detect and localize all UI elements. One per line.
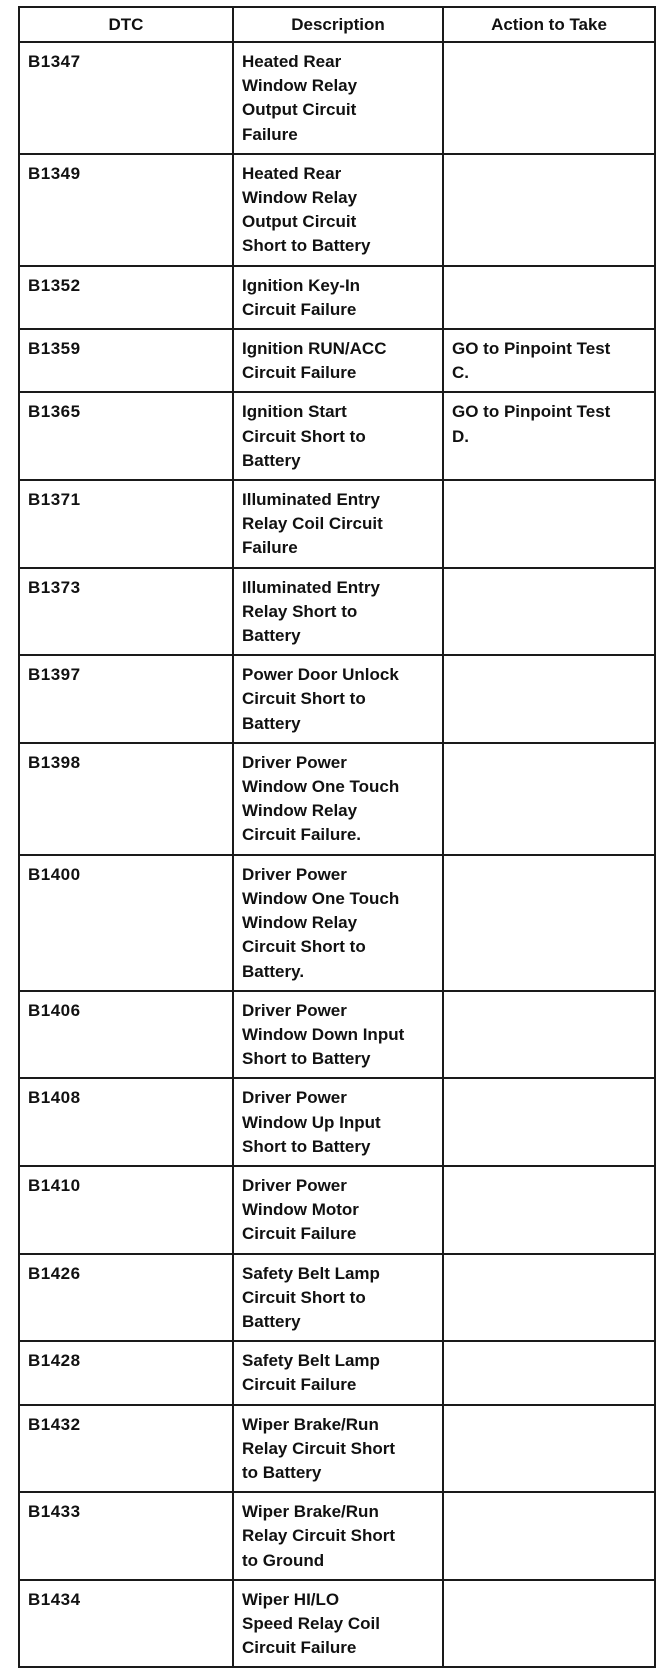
- description-cell: [233, 1405, 443, 1493]
- description-line: Relay Circuit Short: [242, 1438, 396, 1458]
- description-line: Heated Rear: [242, 163, 342, 183]
- dtc-code-cell: B1398: [19, 743, 233, 855]
- description-line: Battery: [242, 626, 301, 646]
- table-body: [19, 42, 655, 1667]
- description-line: Window One Touch: [242, 888, 400, 908]
- description-line: Driver Power: [242, 752, 347, 772]
- table-row: [19, 991, 655, 1079]
- action-line: GO to Pinpoint Test: [452, 339, 611, 359]
- description-line: Wiper Brake/Run: [242, 1502, 379, 1522]
- action-cell: [443, 266, 655, 329]
- table-row: [19, 1580, 655, 1668]
- description-line: Circuit Short to: [242, 689, 366, 709]
- description-line: Circuit Failure.: [242, 825, 362, 845]
- dtc-table-sheet: [18, 6, 654, 1668]
- description-cell: [233, 855, 443, 991]
- dtc-code-cell: B1365: [19, 392, 233, 480]
- description-line: Window Relay: [242, 913, 358, 933]
- table-row: [19, 655, 655, 743]
- description-line: Window Motor: [242, 1200, 359, 1220]
- table-row: [19, 1078, 655, 1166]
- dtc-code-cell: B1352: [19, 266, 233, 329]
- description-line: to Battery: [242, 1462, 322, 1482]
- description-line: Battery: [242, 713, 301, 733]
- action-line: GO to Pinpoint Test: [452, 402, 611, 422]
- description-line: Wiper HI/LO: [242, 1589, 340, 1609]
- description-line: Ignition Start: [242, 402, 347, 422]
- description-cell: [233, 1580, 443, 1668]
- dtc-code-cell: B1426: [19, 1254, 233, 1342]
- description-line: Safety Belt Lamp: [242, 1351, 380, 1371]
- description-line: Window Relay: [242, 188, 358, 208]
- description-line: Window One Touch: [242, 777, 400, 797]
- description-cell: [233, 655, 443, 743]
- dtc-code-cell: B1397: [19, 655, 233, 743]
- table-row: [19, 42, 655, 154]
- action-line: D.: [452, 426, 469, 446]
- dtc-code-cell: B1408: [19, 1078, 233, 1166]
- description-line: Window Down Input: [242, 1024, 405, 1044]
- description-cell: [233, 568, 443, 656]
- description-cell: [233, 1166, 443, 1254]
- action-cell: [443, 392, 655, 480]
- column-header-dtc: DTC: [19, 7, 233, 42]
- description-cell: [233, 1492, 443, 1580]
- table-row: [19, 1492, 655, 1580]
- dtc-code-cell: B1347: [19, 42, 233, 154]
- description-line: Circuit Failure: [242, 1224, 357, 1244]
- column-header-description: Description: [233, 7, 443, 42]
- description-line: Circuit Short to: [242, 426, 366, 446]
- table-row: [19, 1254, 655, 1342]
- description-line: Relay Circuit Short: [242, 1526, 396, 1546]
- dtc-code-cell: B1359: [19, 329, 233, 392]
- description-line: Driver Power: [242, 1175, 347, 1195]
- table-row: [19, 392, 655, 480]
- dtc-table: [18, 6, 656, 1668]
- table-row: [19, 266, 655, 329]
- description-cell: [233, 329, 443, 392]
- description-cell: [233, 1078, 443, 1166]
- description-line: Heated Rear: [242, 52, 342, 71]
- description-line: Ignition Key-In: [242, 275, 361, 295]
- action-cell: [443, 1254, 655, 1342]
- action-line: C.: [452, 363, 469, 383]
- dtc-code-cell: B1371: [19, 480, 233, 568]
- table-row: [19, 1166, 655, 1254]
- description-cell: [233, 1341, 443, 1404]
- column-header-action: Action to Take: [443, 7, 655, 42]
- description-cell: [233, 743, 443, 855]
- description-line: Speed Relay Coil: [242, 1613, 380, 1633]
- action-cell: [443, 568, 655, 656]
- dtc-code-cell: B1434: [19, 1580, 233, 1668]
- table-row: [19, 568, 655, 656]
- description-line: Failure: [242, 538, 298, 558]
- action-cell: [443, 480, 655, 568]
- description-line: Safety Belt Lamp: [242, 1263, 380, 1283]
- description-cell: [233, 392, 443, 480]
- dtc-code-cell: B1349: [19, 154, 233, 266]
- description-cell: [233, 154, 443, 266]
- table-row: [19, 329, 655, 392]
- description-line: Window Up Input: [242, 1112, 381, 1132]
- dtc-code-cell: B1433: [19, 1492, 233, 1580]
- description-cell: [233, 266, 443, 329]
- action-cell: [443, 1166, 655, 1254]
- description-line: Illuminated Entry: [242, 490, 380, 510]
- action-cell: [443, 154, 655, 266]
- action-cell: [443, 855, 655, 991]
- action-cell: [443, 1405, 655, 1493]
- action-cell: [443, 655, 655, 743]
- description-line: Battery: [242, 1311, 301, 1331]
- description-cell: [233, 1254, 443, 1342]
- description-cell: [233, 991, 443, 1079]
- description-line: Battery: [242, 450, 301, 470]
- description-line: Power Door Unlock: [242, 665, 399, 685]
- action-cell: [443, 991, 655, 1079]
- action-cell: [443, 1341, 655, 1404]
- description-line: Wiper Brake/Run: [242, 1414, 379, 1434]
- description-line: Circuit Failure: [242, 1638, 357, 1658]
- dtc-code-cell: B1373: [19, 568, 233, 656]
- description-line: Short to Battery: [242, 236, 371, 256]
- description-line: Window Relay: [242, 801, 358, 821]
- description-line: Relay Coil Circuit: [242, 514, 383, 534]
- description-line: Short to Battery: [242, 1049, 371, 1069]
- description-cell: [233, 42, 443, 154]
- table-row: [19, 855, 655, 991]
- description-line: Circuit Failure: [242, 363, 357, 383]
- description-line: Driver Power: [242, 1000, 347, 1020]
- description-cell: [233, 480, 443, 568]
- table-row: [19, 480, 655, 568]
- description-line: Driver Power: [242, 1088, 347, 1108]
- action-cell: [443, 1492, 655, 1580]
- description-line: Ignition RUN/ACC: [242, 339, 387, 359]
- table-row: [19, 1341, 655, 1404]
- description-line: Circuit Failure: [242, 1375, 357, 1395]
- action-cell: [443, 42, 655, 154]
- action-cell: [443, 743, 655, 855]
- description-line: Failure: [242, 124, 298, 144]
- description-line: Circuit Short to: [242, 937, 366, 957]
- action-cell: [443, 1078, 655, 1166]
- description-line: Driver Power: [242, 864, 347, 884]
- dtc-code-cell: B1410: [19, 1166, 233, 1254]
- description-line: Relay Short to: [242, 601, 358, 621]
- description-line: Circuit Short to: [242, 1287, 366, 1307]
- dtc-code-cell: B1428: [19, 1341, 233, 1404]
- description-line: Circuit Failure: [242, 299, 357, 319]
- description-line: to Ground: [242, 1550, 325, 1570]
- description-line: Short to Battery: [242, 1136, 371, 1156]
- dtc-code-cell: B1432: [19, 1405, 233, 1493]
- action-cell: [443, 1580, 655, 1668]
- table-row: [19, 154, 655, 266]
- action-cell: [443, 329, 655, 392]
- table-row: [19, 1405, 655, 1493]
- description-line: Window Relay: [242, 76, 358, 96]
- description-line: Output Circuit: [242, 100, 357, 120]
- dtc-code-cell: B1406: [19, 991, 233, 1079]
- table-header-row: [19, 7, 655, 42]
- table-row: [19, 743, 655, 855]
- description-line: Illuminated Entry: [242, 577, 380, 597]
- description-line: Output Circuit: [242, 212, 357, 232]
- dtc-code-cell: B1400: [19, 855, 233, 991]
- description-line: Battery.: [242, 961, 305, 981]
